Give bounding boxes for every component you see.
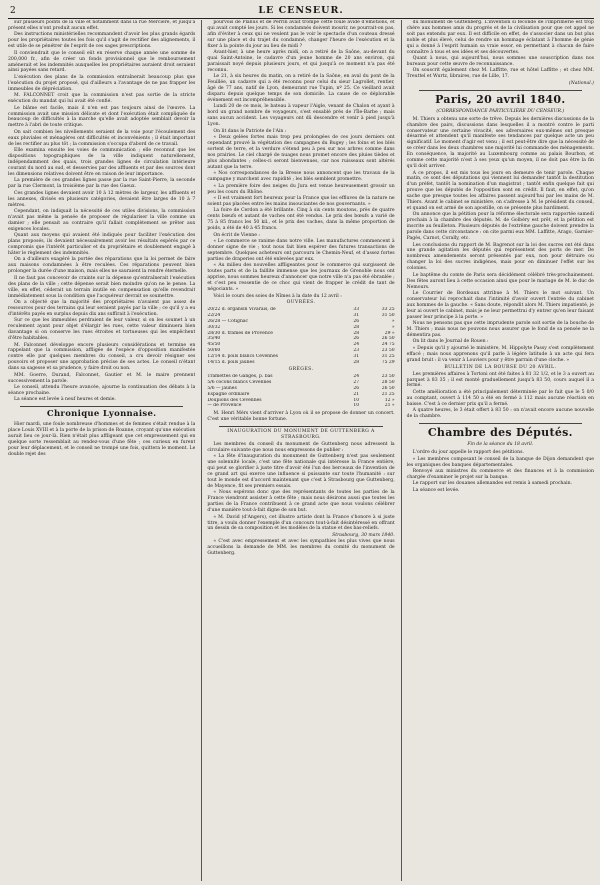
paragraph: A ce propos, il est mis tous les jours en demeure de tenir parole. Chaque matin, ce sont des députations qui viennent lui demander tantôt la destitution d'un préfet, tantôt la nomination d'un magistrat ; tantôt enfin quelque fait qui prouve que les députés de l'opposition sont en crédit. Il faut, en effet, qu'on sache que presque toutes les affaires passent aujourd'hui par les mains de M. Thiers. Avant le cabinet se ministère, on s'adresse à M. le président du conseil, et quand on est armé de son apostille, on se présente plus hardiment. (406, 170, 594, 211)
paragraph: On lit dans le Patriote de l'Ain : (213, 128, 287, 134)
paragraph: Renvoyé aux ministres du commerce et des finances et à la commission chargée d'examiner le projet sur la banque. (406, 469, 594, 480)
section-subtitle: Fin de la séance du 18 avril. (467, 442, 534, 448)
paragraph: Lundi 20 de ce mois, le bateau à vapeur l'Aigle, venant de Chalon et ayant à bord un grand nombre de voyageurs, s'est ensablé près de l'Île-Barbe ; mais sans aucun accident. Les voyageurs ont dû descendre et venir à pied jusqu'à Lyon. (207, 104, 395, 128)
section-divider (20, 406, 183, 407)
price-label: 5/6 — jaunes (207, 385, 237, 391)
paragraph: On a d'ailleurs exagéré la portée des réparations que la loi permet de faire aux maisons condamnées à être reculées. Ces réparations peuvent bien prolonger la durée d'une maison, mais elles ne sauraient la rendre éternelle. (8, 257, 196, 275)
paragraph: Les conclusions du rapport de M. Bagrenot sur la loi des sucres ont été dans une grande agitation les députés qui représentent des ports de mer. De nombreux amendements seront présentés par eux, non pour détruire ou changer la loi des sucres indigènes, mais pour en diminuer l'effet sur les colonies. (406, 242, 594, 272)
price-label: 30/32 (207, 324, 221, 330)
price-label: 12/14 d. poils blancs Cevennes (207, 353, 278, 359)
price-high: » (391, 319, 395, 324)
price-label: 22/24 (207, 313, 221, 319)
ouvrees-price-table (207, 307, 394, 365)
column-2 (201, 20, 394, 881)
chronique-body (8, 422, 195, 457)
price-label: Espagne ordinaire (207, 391, 250, 397)
council-report (8, 20, 195, 403)
paragraph: « Depuis qu'il y ajourné le ministère, M. Hippolyte Passy s'est complètement effacé ; mais nous apprenons qu'il parle à légère latitude à un acte qui fera grand bruit : il va venir à Louviers pour y être parrain d'une cloche. » (406, 345, 594, 363)
price-label: 50/60 (207, 347, 221, 353)
greges-price-table (207, 374, 394, 409)
price-low: 26 (353, 336, 360, 342)
paragraph: « Le commerce se ranime dans notre ville. Les manufactures commencent à donner signe de vie ; tout nous fait bien espérer des futures transactions de septembre. Quelques acheteurs ont parcouru le Chemin-Neuf, et d'assez fortes parties de draperies ont été enlevées par eux. (207, 239, 395, 262)
paragraph: Il ne faut pas concevoir de crainte sur la dépense qu'entraînerait l'exécution des plans de la ville ; cette dépense serait bien moindre qu'on ne le pense. La ville, en effet, céderait un terrain inutile en compensation qu'elle revendrait immédiatement sous la condition que l'acquéreur devrait se soumettre. (8, 275, 196, 299)
price-label: 5/6 cocons blancs Cevennes (207, 380, 272, 386)
paragraph: Hier mardi, une foule nombreuse d'hommes et de femmes s'était rendue à la place Louis XVIII et à la porte de la prison de Roanne, croyant qu'une exécution aurait lieu ce jour-là. Rien n'était plus affligeant que cet empressement qui en quelque sorte ressemblait au rendez-vous d'une fête ; ces curieux en furent pour leur déplacement, et le conseil ne trompé une fois, quittera le moment. Le double rejet des (8, 422, 196, 457)
price-low: 31 (353, 313, 360, 319)
price-row (207, 403, 394, 409)
price-row (207, 360, 394, 366)
paragraph: « C'est avec empressement et avec les sympathies les plus vives que nous accueillons la demande de MM. les membres du comité du monument de Guttenberg. (207, 539, 395, 557)
paragraph: Le blâme est facile, mais il n'en est pas toujours ainsi de l'œuvre. La commission avait une mission délicate et dont l'exécution était compliquée de beaucoup de difficultés à la marche qu'elle avait adoptée semblait devoir la mettre à l'abri de toute critique. (8, 105, 196, 129)
section-title-chronique: Chronique Lyonnaise. (46, 409, 157, 420)
dateline: Strasbourg, 30 mars 1840. (332, 532, 395, 538)
price-high: 23 50 (381, 374, 395, 380)
price-high: » (391, 324, 395, 330)
price-high: 31 25 (381, 353, 395, 359)
price-low: 26 (353, 319, 360, 324)
paragraph: « Nos correspondances de la Bresse nous annoncent que les travaux de la campagne y marchent avec rapidité ; les blés semblent promettre. (207, 171, 395, 183)
price-high: 29 » (384, 330, 395, 336)
price-low: 24 (353, 374, 360, 380)
price-high: 12 » (384, 397, 395, 403)
price-high: 75 29 (381, 359, 395, 365)
paragraph: L'exécution des plans de la commission entraînerait beaucoup plus que l'exécution du projet proposé, qui d'ailleurs a l'avantage de ne pas frapper les immeubles de dépréciation. (8, 74, 196, 92)
paragraph: Le Courrier de Bordeaux attribue à M. Thiers le mot suivant. Un conservateur lui reprochait dans l'intimité d'avoir ouvert l'entrée du cabinet aux hommes de la gauche. « Sans doute, répondit alors M. Thiers impatienté, je leur ai ouvert le cabinet, mais je ne leur permettrai d'y entrer qu'en leur faisant passer leur principe à la porte. » (406, 291, 594, 320)
price-high: 33 25 (381, 307, 395, 313)
section-title-paris: Paris, 20 avril 1840. (435, 92, 566, 106)
price-low: 26 (353, 385, 360, 391)
price-low: 23 (353, 347, 360, 353)
paragraph: Quant aux moyens qui avaient été indiqués pour faciliter l'exécution des plans proposés, ils devaient nécessairement avoir les résultats espérés par ce compromis que l'intérêt particulier et du propriétaire et doublement engagé à hâter le règlement des indemnités. (8, 233, 196, 256)
paragraph: Cette amélioration a été principalement déterminée par le fait que le 5 0/0 au comptant, ouvert à 114 50 a été en fermé à 112 mais aucune réaction en baisse. C'est à ce dernier prix qu'il a fermé. (406, 389, 594, 407)
paragraph: M. Thiers a obtenu une sorte de trêve. Depuis les dernières discussions de la chambre des pairs, discussions dans lesquelles il a montré contre le parti conservateur une certaine vivacité, ses adversaires eux-mêmes ont presque désarmé et attendent qu'il manifeste ses tendances par quelque acte un peu significatif. Le moment d'agir est venu ; il est peut-être dire que la nécessité de se créer dans les deux chambres une majorité lui commande des ménagements. En conséquence, la majorité au Luxembourg comme au palais Bourbon, et comme cette majorité n'est à ses yeux qu'un moyen, il ne doit pas être la fin qu'il doit arriver. (406, 116, 594, 169)
paragraph: On a objecté que la majorité des propriétaires n'avaient pas assez de ressources pour des terrains qui leur seraient payés par la ville ; ce qu'il y a eu d'intérêts payés en surplus depuis dix ans suffirait à l'exécution. (8, 300, 196, 317)
paragraph: On écrit de Vienne : (213, 232, 260, 238)
paragraph: La séance est levée à neuf heures et demie. (14, 397, 116, 403)
section-subtitle: (CORRESPONDANCE PARTICULIÈRE DU CENSEUR.) (436, 108, 565, 114)
price-low: 28 (353, 324, 360, 330)
paragraph: Nous ne pensons pas que cette imprudente parole soit sortie de la bouche de M. Thiers ; mais nous ne pouvons nous assurer que le fond de sa pensée ne la démentira pas. (406, 321, 594, 338)
paragraph: « Deux gelées fortes mais trop peu prolongées de ces jours derniers ont cependant prouvé la végétation des campagnes du Bugey ; les foins et les blés sortent de terre, et la verdure s'étend peu à peu sur nos arbres comme dans nos prairies. Le ciel chargé de nuages nous promet encore des pluies tièdes et plus abondantes ; celles-ci seront bienvenues, car nos ruisseaux sont altérés autant que la terre. (207, 135, 395, 170)
paragraph: Sur ce que les immeubles perdraient de leur valeur, si on les soumet à un reculement ayant pour objet d'élargir les rues, cette valeur diminuera bien davantage si on conserve les rues étroites et tortueuses qui les empêchent d'être habitables. (8, 318, 196, 342)
paragraph: « Les membres composant le conseil de la banque de Dijon demandent que les organiques des banques départementales. (406, 456, 594, 468)
price-label: Doupions des Cevennes (207, 397, 262, 403)
price-label: 20/22 d. organsin Vivarais, de (207, 307, 276, 313)
price-high: 21 » (384, 403, 395, 409)
paragraph: Cependant, on indiquait la nécessité de ces utiles divisions, la commission n'avait pas même la pensée de proposer de régulariser la ville comme un damier ; elle pensait au contraire qu'il fallait complètement se prêter aux exigences locales. (8, 209, 196, 232)
price-low: 21 (353, 391, 360, 397)
closing-line: La séance est levée. (412, 487, 460, 493)
price-high: 26 50 (381, 385, 395, 391)
paragraph: MM. Goerre, Durand, Falconnet, Gautier et M. le maire prennent successivement la parole. (8, 372, 196, 384)
columns (8, 20, 594, 881)
price-low: 31 (353, 353, 360, 359)
bourse-heading: BULLETIN DE LA BOURSE DU 20 AVRIL. (444, 364, 557, 370)
price-high: 23 50 (381, 347, 395, 353)
price-low: 24 (353, 342, 360, 348)
paragraph: On annonce que la pétition pour la réforme électorale sera rapportée samedi prochain à la chambre des députés. M. de Golbéry est prêt, et la pétition est inscrite au feuilleton. Plusieurs députés de l'extrême gauche doivent prendre la parole dans cette circonstance : on cite parmi eux MM. Laffitte, Arago, Garnier-Pagès, Carnot, Corally, etc. (406, 212, 594, 242)
paragraph: On lit dans le Journal de Rouen : (412, 339, 489, 345)
paragraph: La première de ces grandes lignes passe par la rue Saint-Pierre, la seconde par la rue Clermont, la troisième par la rue des Gaeux. (8, 178, 196, 190)
price-low: 28 (353, 330, 360, 336)
greges-heading: GRÈGES. (288, 367, 314, 373)
paragraph: Le rapport sur les douanes allemandes est remis à samedi prochain. (412, 481, 573, 487)
price-high: 26 50 (381, 336, 395, 342)
paragraph: du monument de Guttenberg. L'invention si féconde de l'imprimerie est trop chère aux hommes amis du progrès et de la civilisation pour que cet appel ne soit pas entendu par eux. Il est difficile en effet, de s'associer dans un but plus noble et plus élevé, celui de rendre un hommage éclatant à l'homme de génie qui a donné à l'esprit humain sa vraie essor, en permettant à chacun de faire connaître à tous et ses idées et ses découvertes. (406, 20, 594, 55)
running-head (8, 4, 594, 19)
price-label: 45/50 (207, 342, 221, 348)
price-label: 35/40 (207, 336, 221, 342)
section-divider (219, 426, 382, 427)
price-high: 24 75 (381, 342, 395, 348)
masthead-title: LE CENSEUR. (258, 5, 344, 16)
price-low: 10 (353, 397, 360, 403)
paragraph: M. FALCONNET croit que la commission n'est pas sortie de la stricte exécution du mandat qui lui avait été confié. (8, 93, 196, 105)
paragraph: Il conviendrait que le conseil eût en réserve chaque année une somme de 200,000 fr., afin de créer un fonds provisionnel que le remboursement amènerait et les indemnités auxquelles les propriétaires auraient droit seraient ainsi payées sans retard. (8, 50, 196, 74)
paragraph: Le baptême du comte de Paris sera décidément célébré très-prochainement. Des fêtes auront lieu à cette occasion ainsi que pour le mariage de M. le duc de Nemours. (406, 272, 594, 290)
paragraph: Le conseil, attendu l'heure avancée, ajourne la continuation des débats à la séance prochaine. (8, 385, 196, 396)
paragraph: pourvois de Planus et de Perrin avait trompé cette foule avide d'émotions, et qui avait compté les jours. Si les condamnés doivent mourir, ne pourrait-on pas, afin d'éviter à ceux qui ne veulent pas le voir le spectacle d'un couteau dressé sur une place et du trajet du condamné, changer l'heure de l'exécution et la fixer à la pointe du jour au lieu de midi ? (207, 20, 395, 49)
paragraph: M. Henri Mérs vient d'arriver à Lyon où il se propose de donner un concert. C'est une véritable bonne fortune. (207, 411, 395, 423)
price-label: 14/15 d. poils jaunes (207, 359, 255, 365)
price-label: — de Provence (207, 403, 242, 409)
column-3 (401, 20, 594, 881)
paragraph: Avant-hier, à une heure après midi, on a retiré de la Saône, au-devant du quai Saint-Antoine, le cadavre d'un jeune homme de 20 ans environ, qui paraissait noyé depuis plusieurs jours, et qui jusqu'à ce moment n'a pas été reconnu. (207, 50, 395, 73)
price-label: Tramettes de Ganges, p. bas (207, 374, 273, 380)
paragraph: « La première foire des neiges du Jura est venue heureusement grossir un peu les cours du Rhône. (207, 183, 395, 195)
paragraph: L'ordre du jour appelle le rapport des pétitions. (412, 450, 524, 456)
price-low: 10 (353, 403, 360, 409)
paragraph: Voici le cours des soies de Nîmes à la date du 12 avril : (213, 293, 342, 299)
source-credit: (National.) (568, 80, 594, 86)
paragraph: « Nous espérons donc que des représentants de toutes les parties de la France viendront assister à cette fête ; mais nous désirons aussi que toutes les parties de la France contribuent à ce grand acte que nous voulons célébrer d'une manière tout-à-fait digne de son but. (207, 490, 395, 514)
paragraph: Les membres du conseil du monument de Guttenberg nous adressent la circulaire suivante que nous nous empressons de publier : (207, 441, 395, 453)
paragraph: La foire de Cerdon a été brillante. Cinq à six cents moutons, près de quatre cents bœufs et autant de vaches ont été vendus. Le prix des bœufs a varié de 75 à 85 francs les 50 kil., et le prix des vaches, dans la même proportion de poids, a été de 40 à 45 francs. (207, 208, 395, 232)
paragraph: Le 21, à six heures du matin, on a retiré de la Saône, en aval du pont de la Feuillée, un cadavre qui a été reconnu pour celui du sieur Lagrollet, rentier, âgé de 77 ans, natif de Lyon, demeurant rue Tupin, nº 25. Ce vieillard avait disparu depuis quelque temps de son domicile. La cause de ce déplorable événement est incompréhensible. (207, 74, 395, 103)
paragraph: Ces grandes lignes devaient avoir 10 à 12 mètres de largeur, les affluents et les annexes, divisés en plusieurs catégories, devaient être larges de 10 à 7 mètres. (8, 190, 196, 208)
section-title-gutenberg: INAUGURATION DU MONUMENT DE GUTTENBERG A STRASBOURG. (227, 428, 375, 440)
paragraph: M. Falconnet développe encore plusieurs considérations et termine en rappelant que la commission, affligée de l'espèce d'opposition manifestée contre elle par quelques membres du conseil, a cru devoir résigner ses pouvoirs et proposer une approbation précise de ses actes. Le conseil n'étant dans sa sagesse et sa prudence, y faire droit ou non. (8, 342, 196, 372)
paragraph: « La fête d'inauguration du monument de Guttenberg n'est pas seulement une solennité locale, c'est une fête nationale qui intéresse la France entière, qui peut se glorifier à juste titre d'avoir été l'un des berceaux de l'invention de ce grand art qui exerce une influence si puissante sur toute l'humanité : sur tout le monde est d'accord maintenant que c'est à Strasbourg que Guttenberg, de Mayence, fit ses premiers essais. (207, 454, 395, 489)
paragraph: Les premières affaires à Tortoni ont été faites à 81 32 1/2, et le 3 a ouvert au parquet à 83 35 ; il est monté graduellement jusqu'à 83 50, cours auquel il a fermé. (406, 371, 594, 389)
price-high: 28 50 (381, 380, 395, 386)
paragraph: « Il est vraiment fort heureux pour la France que les effluves de la nature ne soient pas placées entre les mains insouciantes de nos gouvernants. » (207, 196, 395, 207)
section-title-chambre: Chambre des Députés. (427, 426, 573, 440)
paragraph: On souscrit également chez M. Laffitte, rue et hôtel Laffitte ; et chez MM. Treuttel et Wurtz, libraires, rue de Lille, 17. (406, 68, 594, 80)
page-number: 2 (10, 6, 16, 16)
paragraph: Quant à nous, qui aujourd'hui, nous sommes une souscription dans nos bureaux pour cette œuvre de reconnaissance. (406, 56, 594, 67)
paragraph: On sait combien les nivellements seraient de la voie pour l'écoulement des eaux pluviales et ménagères ont difficultés et inconvénients ; il était important de les rectifier au plus tôt ; la commission s'occupa d'abord de ce travail. (8, 129, 196, 147)
paragraph: Elle examina ensuite les voies de communication ; elle reconnut que les dispositions topographiques de la ville indiquent naturellement, indépendamment des quais, trois grandes lignes de circulation intérieure courant du nord au sud, et desservies par des affluents et par des sources dont les dimensions relatives doivent être en raison de leur importance. (8, 148, 196, 177)
ouvrees-heading: OUVRÉES. (286, 300, 316, 306)
section-divider (419, 423, 582, 424)
price-high: 31 50 (381, 313, 395, 319)
paragraph: sur plusieurs points de la ville et notamment dans la rue Mercière, et jusqu'à présent elles n'ont produit aucun effet. (8, 20, 196, 31)
paragraph: Des instructions ministérielles recommandent d'avoir les plus grands égards pour les propriétaires toutes les fois qu'il s'agit de rectifier des alignements, il est utile de se pénétrer de l'esprit de ces sages prescriptions. (8, 32, 196, 50)
paragraph: « Au milieu des nouvelles affligeantes pour le commerce qui surgissent de toutes parts et de la faillite immense que les journaux de Grenoble nous ont apprise, nous sommes heureux d'annoncer que notre ville n'a pas été ébranlée ; et c'est peu ressentie de ce choc qui vient de frapper le crédit de tant de négociants. » (207, 263, 395, 292)
paragraph: A quatre heures, le 3 était offert à 83 50 : on n'avait encore aucune nouvelle de la chambre. (406, 408, 594, 420)
price-low: 28 (353, 359, 360, 365)
price-low: 33 (353, 307, 360, 313)
price-low: 27 (353, 380, 360, 386)
price-high: 21 25 (381, 391, 395, 397)
paragraph: « M. David (d'Angers), cet illustre artiste dont la France s'honore à si juste titre, a voulu donner l'exemple d'un concours tout-à-fait désintéressé en offrant un dessin de sa composition et les modèles de la statue et des bas-reliefs. (207, 514, 395, 532)
price-label: 26/28 — Cotignac (207, 319, 249, 324)
column-1 (8, 20, 195, 881)
section-divider (419, 90, 582, 91)
price-label: 28/30 d. trames de Provence (207, 330, 273, 336)
